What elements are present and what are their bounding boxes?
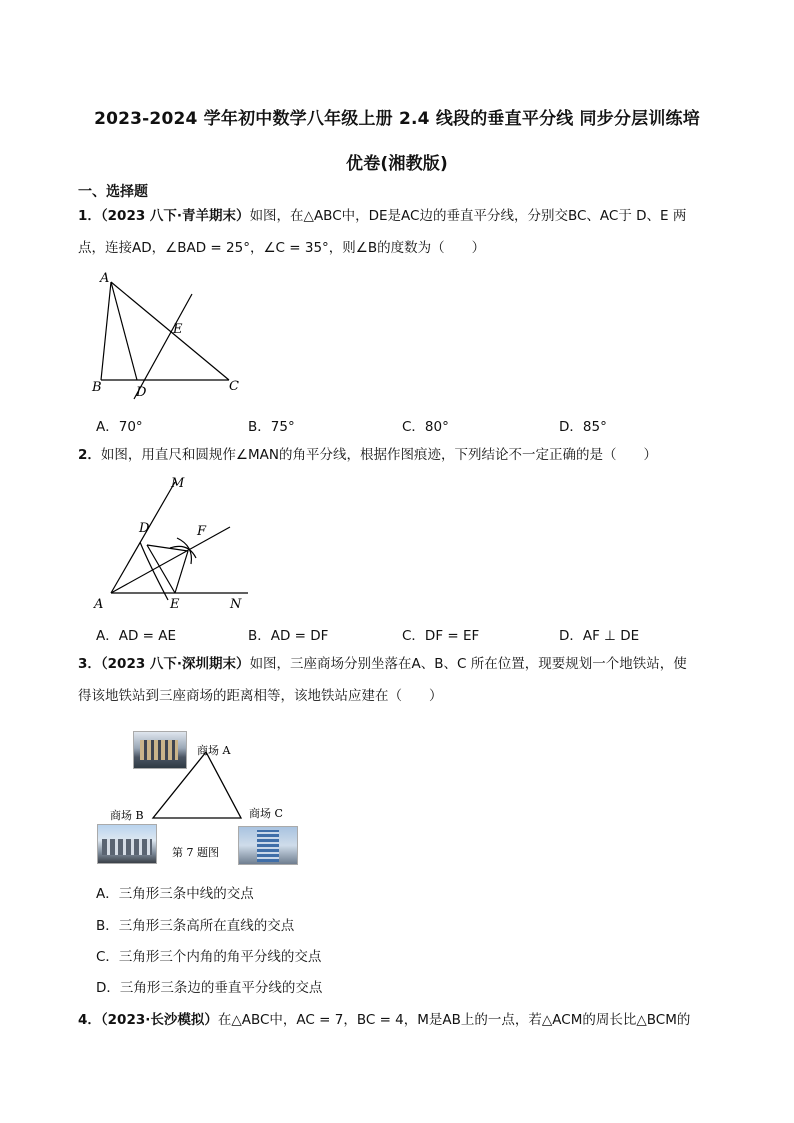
segment-ac — [111, 282, 229, 380]
label-e: E — [173, 322, 183, 337]
question-2-option-b[interactable]: B．AD = DF — [248, 628, 329, 644]
segment-ad — [111, 282, 137, 380]
question-2-number: 2． — [78, 447, 101, 463]
question-3-text-1: 如图，三座商场分别坐落在A、B、C 所在位置，现要规划一个地铁站，使 — [249, 656, 687, 672]
question-2-figure — [90, 472, 260, 618]
question-1-option-c[interactable]: C．80° — [402, 419, 449, 435]
question-2-line1 — [78, 439, 718, 471]
question-4-number: 4． — [78, 1012, 101, 1028]
question-2-option-d[interactable]: D．AF ⊥ DE — [559, 628, 640, 644]
question-2-option-c[interactable]: C．DF = EF — [402, 628, 480, 644]
question-3-line1 — [78, 648, 718, 680]
section-heading: 一、选择题 — [78, 184, 148, 200]
construction-arc-3 — [140, 542, 168, 600]
question-3-figure — [96, 730, 306, 870]
label-a: A — [94, 597, 104, 612]
question-3-option-a[interactable]: A．三角形三条中线的交点 — [96, 886, 254, 902]
label-d: D — [139, 521, 150, 536]
segment-ef — [175, 551, 188, 593]
question-1-line2: 点，连接AD，∠BAD = 25°，∠C = 35°，则∠B的度数为（ ） — [78, 240, 486, 256]
page-title-line2: 优卷(湘教版) — [346, 154, 448, 174]
label-a: A — [100, 271, 110, 286]
question-1-option-b[interactable]: B．75° — [248, 419, 295, 435]
label-mall-a: 商场 A — [197, 744, 231, 757]
label-b: B — [92, 380, 102, 395]
label-mall-b: 商场 B — [110, 809, 144, 822]
label-c: C — [229, 379, 239, 394]
question-3-line2: 得该地铁站到三座商场的距离相等，该地铁站应建在（ ） — [78, 688, 443, 704]
question-2-text: 如图，用直尺和圆规作∠MAN的角平分线，根据作图痕迹，下列结论不一定正确的是（ ） — [100, 447, 657, 463]
question-1-source: （2023 八下·青羊期末） — [100, 208, 250, 224]
question-1-text-1: 如图，在△ABC中，DE是AC边的垂直平分线，分别交BC、AC于 D、E 两 — [249, 208, 687, 224]
label-d: D — [136, 385, 147, 400]
question-3-option-d[interactable]: D．三角形三条边的垂直平分线的交点 — [96, 980, 323, 996]
question-1-figure — [88, 266, 248, 402]
question-1-option-a[interactable]: A．70° — [96, 419, 143, 435]
segment-df — [147, 545, 188, 551]
question-4-line1 — [78, 1004, 718, 1036]
question-4-text: 在△ABC中，AC = 7，BC = 4，M是AB上的一点，若△ACM的周长比△BCM的 — [217, 1012, 691, 1028]
label-m: M — [171, 476, 185, 491]
question-1-number: 1． — [78, 208, 101, 224]
label-e: E — [170, 597, 180, 612]
label-mall-c: 商场 C — [249, 807, 283, 820]
page-title-line1: 2023-2024 学年初中数学八年级上册 2.4 线段的垂直平分线 同步分层训练培 — [94, 109, 700, 129]
question-2-option-a[interactable]: A．AD = AE — [96, 628, 177, 644]
perpendicular-bisector-de — [134, 294, 192, 399]
ray-af-bisector — [111, 527, 230, 593]
segment-ab — [101, 282, 111, 380]
label-n: N — [230, 597, 242, 612]
question-1-line1 — [78, 200, 718, 232]
question-3-number: 3． — [78, 656, 101, 672]
question-3-source: （2023 八下·深圳期末） — [100, 656, 250, 672]
question-4-source: （2023·长沙模拟） — [100, 1012, 218, 1028]
question-3-option-b[interactable]: B．三角形三条高所在直线的交点 — [96, 918, 295, 934]
figure-caption: 第 7 题图 — [172, 846, 219, 859]
question-1-option-d[interactable]: D．85° — [559, 419, 607, 435]
question-3-option-c[interactable]: C．三角形三个内角的角平分线的交点 — [96, 949, 322, 965]
triangle-abc — [153, 752, 241, 818]
label-f: F — [197, 524, 207, 539]
